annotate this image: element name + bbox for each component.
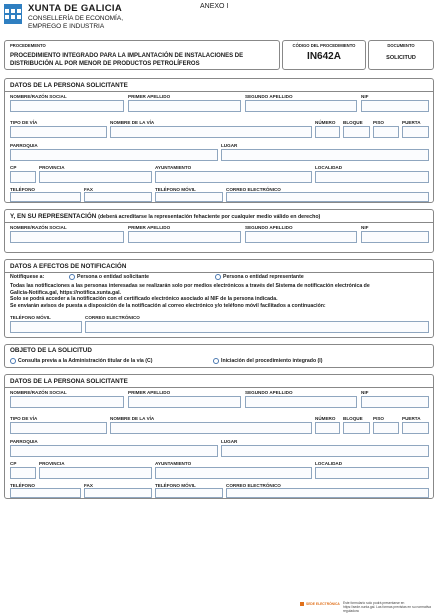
notification-email-field[interactable] bbox=[85, 321, 429, 333]
applicant-cp-field[interactable] bbox=[10, 171, 36, 183]
applicant2-locality-field[interactable] bbox=[315, 467, 429, 479]
applicant2-council-field[interactable] bbox=[155, 467, 312, 479]
purpose-consultation-radio[interactable] bbox=[10, 358, 16, 364]
section-title: DATOS DE LA PERSONA SOLICITANTE bbox=[10, 378, 128, 385]
footer-note: Este formulario solo podrá presentarse en https://sede.xunta.gal. Las formas previstas en su normativa reguladora bbox=[343, 601, 431, 613]
applicant2-road-name-field[interactable] bbox=[110, 422, 312, 434]
procedure-code: IN642A bbox=[307, 51, 341, 62]
footer-brand: SEDE ELECTRÓNICA bbox=[306, 602, 340, 606]
applicant2-floor-field[interactable] bbox=[373, 422, 399, 434]
applicant-province-field[interactable] bbox=[39, 171, 152, 183]
applicant-fax-field[interactable] bbox=[84, 192, 152, 202]
purpose-initiation-radio[interactable] bbox=[213, 358, 219, 364]
rep-name-field[interactable] bbox=[10, 231, 124, 243]
applicant2-road-type-field[interactable] bbox=[10, 422, 107, 434]
applicant2-surname2-field[interactable] bbox=[245, 396, 357, 408]
applicant-mobile-field[interactable] bbox=[155, 192, 223, 202]
notification-mobile-field[interactable] bbox=[10, 321, 82, 333]
applicant-floor-field[interactable] bbox=[373, 126, 399, 138]
applicant-surname2-field[interactable] bbox=[245, 100, 357, 112]
rep-nif-field[interactable] bbox=[361, 231, 429, 243]
rep-surname1-field[interactable] bbox=[128, 231, 241, 243]
section-title: Y, EN SU REPRESENTACIÓN (deberá acreditarse la representación fehaciente por cualquier medio válido en derecho) bbox=[10, 213, 321, 220]
document-box: DOCUMENTO SOLICITUD bbox=[368, 40, 434, 70]
applicant-name-field[interactable] bbox=[10, 100, 124, 112]
applicant-block-field[interactable] bbox=[343, 126, 370, 138]
applicant2-number-field[interactable] bbox=[315, 422, 340, 434]
xunta-logo-icon bbox=[4, 4, 22, 24]
applicant2-province-field[interactable] bbox=[39, 467, 152, 479]
section-title: DATOS DE LA PERSONA SOLICITANTE bbox=[10, 82, 128, 89]
purpose-section: OBJETO DE LA SOLICITUD Consulta previa a la Administración titular de la vía (C) Iniciación del procedimiento integrado (I) bbox=[4, 344, 434, 368]
applicant2-parish-field[interactable] bbox=[10, 445, 218, 457]
applicant-road-type-field[interactable] bbox=[10, 126, 107, 138]
org-name: XUNTA DE GALICIA bbox=[28, 3, 122, 14]
applicant2-block-field[interactable] bbox=[343, 422, 370, 434]
department-name: CONSELLERÍA DE ECONOMÍA, EMPREGO E INDUSTRIA bbox=[28, 15, 123, 30]
procedure-box: PROCEDEMENTO PROCEDIMIENTO INTEGRADO PARA LA IMPLANTACIÓN DE INSTALACIONES DE DISTRIBUCIÓN AL POR MENOR DE PRODUCTOS PETROLÍFEROS bbox=[4, 40, 280, 70]
procedure-code-box: CÓDIGO DEL PROCEDIMIENTO IN642A bbox=[282, 40, 366, 70]
applicant-nif-field[interactable] bbox=[361, 100, 429, 112]
notify-applicant-radio[interactable] bbox=[69, 274, 75, 280]
applicant-door-field[interactable] bbox=[402, 126, 429, 138]
document-type: SOLICITUD bbox=[386, 55, 416, 61]
applicant2-place-field[interactable] bbox=[221, 445, 429, 457]
applicant2-nif-field[interactable] bbox=[361, 396, 429, 408]
notification-section: DATOS A EFECTOS DE NOTIFICACIÓN Notifíquese a: Persona o entidad solicitante Persona o entidad representante Todas las notificaciones a las personas interesadas se realizarán solo por medios electrónicos a través del Sistema de notificación electrónica de Galicia-Notifica.gal, https://notifica.xunta.gal. Solo se podrá acceder a la notificación con el certificado electrónico asociado al NIF de la persona indicada. Se enviarán avisos de puesta a disposición de la notificación al correo electrónico y/o teléfono móvil facilitados a continuación: TELÉFONO MÓVIL CORREO ELECTRÓNICO bbox=[4, 259, 434, 338]
applicant-surname1-field[interactable] bbox=[128, 100, 241, 112]
applicant2-surname1-field[interactable] bbox=[128, 396, 241, 408]
section-title: DATOS A EFECTOS DE NOTIFICACIÓN bbox=[10, 263, 127, 270]
section-title: OBJETO DE LA SOLICITUD bbox=[10, 347, 92, 354]
sede-logo-icon bbox=[300, 602, 304, 606]
applicant-locality-field[interactable] bbox=[315, 171, 429, 183]
applicant2-mobile-field[interactable] bbox=[155, 488, 223, 498]
notification-info-text: Todas las notificaciones a las personas interesadas se realizarán solo por medios electrónicos a través del Sistema de notificación electrónica de Galicia-Notifica.gal, https://notifica.xunta.gal. Solo se podrá acceder a la notificación con el certificado electrónico asociado al NIF de la persona indicada. Se enviarán avisos de puesta a disposición de la notificación al correo electrónico y/o teléfono móvil facilitados a continuación: bbox=[10, 283, 370, 309]
applicant-place-field[interactable] bbox=[221, 149, 429, 161]
applicant-number-field[interactable] bbox=[315, 126, 340, 138]
representative-section: Y, EN SU REPRESENTACIÓN (deberá acreditarse la representación fehaciente por cualquier medio válido en derecho) NOMBRE/RAZÓN SOCIAL PRIMER APELLIDO SEGUNDO APELLIDO NIF bbox=[4, 209, 434, 253]
notify-representative-radio[interactable] bbox=[215, 274, 221, 280]
applicant-road-name-field[interactable] bbox=[110, 126, 312, 138]
applicant2-cp-field[interactable] bbox=[10, 467, 36, 479]
applicant-email-field[interactable] bbox=[226, 192, 429, 202]
applicant2-door-field[interactable] bbox=[402, 422, 429, 434]
applicant2-fax-field[interactable] bbox=[84, 488, 152, 498]
applicant2-email-field[interactable] bbox=[226, 488, 429, 498]
applicant-section-2: DATOS DE LA PERSONA SOLICITANTE NOMBRE/RAZÓN SOCIAL PRIMER APELLIDO SEGUNDO APELLIDO NIF TIPO DE VÍA NOMBRE DE LA VÍA NÚMERO BLOQUE PISO PUERTA PARROQUIA LUGAR CP PROVINCIA AYUNTAMIENTO LOCALIDAD TELÉFONO FAX TELÉFONO MÓVIL CORREO ELECTRÓNICO bbox=[4, 374, 434, 499]
applicant-section: DATOS DE LA PERSONA SOLICITANTE NOMBRE/RAZÓN SOCIAL PRIMER APELLIDO SEGUNDO APELLIDO NIF TIPO DE VÍA NOMBRE DE LA VÍA NÚMERO BLOQUE PISO PUERTA PARROQUIA LUGAR CP PROVINCIA AYUNTAMIENTO LOCALIDAD TELÉFONO FAX TELÉFONO MÓVIL CORREO ELECTRÓNICO bbox=[4, 78, 434, 203]
procedure-title: PROCEDIMIENTO INTEGRADO PARA LA IMPLANTACIÓN DE INSTALACIONES DE DISTRIBUCIÓN AL POR MENOR DE PRODUCTOS PETROLÍFEROS bbox=[10, 53, 244, 67]
applicant2-phone-field[interactable] bbox=[10, 488, 81, 498]
applicant2-name-field[interactable] bbox=[10, 396, 124, 408]
applicant-phone-field[interactable] bbox=[10, 192, 81, 202]
applicant-parish-field[interactable] bbox=[10, 149, 218, 161]
rep-surname2-field[interactable] bbox=[245, 231, 357, 243]
annex-label: ANEXO I bbox=[200, 3, 229, 10]
applicant-council-field[interactable] bbox=[155, 171, 312, 183]
